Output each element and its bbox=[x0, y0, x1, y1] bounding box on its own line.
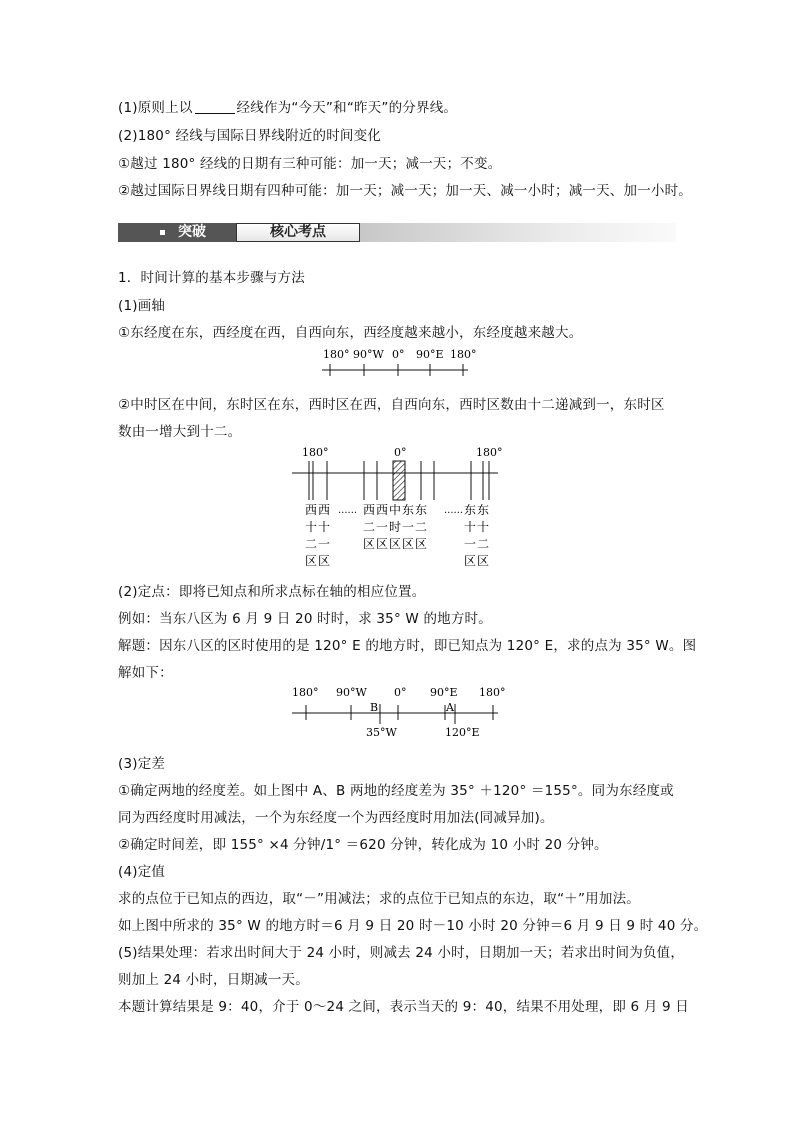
line-22: 则加上 24 小时，日期减一天。 bbox=[118, 972, 309, 988]
line-4: ②越过国际日界线日期有四种可能：加一天；减一天；加一天、减一小时；减一天、加一小时。 bbox=[118, 183, 693, 199]
zone-label-char: 区 bbox=[318, 554, 331, 568]
zone-label-char: 区 bbox=[376, 537, 389, 551]
zone-label-char: 十 bbox=[464, 520, 477, 534]
fill-in-blank bbox=[195, 101, 235, 114]
point-b-label: B bbox=[370, 701, 379, 714]
banner-title: 突破 bbox=[178, 224, 206, 240]
line-21: (5)结果处理：若求出时间大于 24 小时，则减去 24 小时，日期加一天；若求出时间为负值， bbox=[118, 945, 685, 961]
line-16: 同为西经度时用减法，一个为东经度一个为西经度时用加法(同减异加)。 bbox=[118, 810, 554, 826]
banner-dark-block bbox=[118, 223, 236, 242]
zone-label-char: 时 bbox=[389, 520, 402, 534]
step-heading-3: (3)定差 bbox=[118, 756, 166, 772]
axis1-label: 90°W bbox=[353, 348, 384, 361]
zone-label-char: 东 bbox=[402, 503, 415, 517]
zone-label-char: 东 bbox=[415, 503, 428, 517]
zone-label-char: 西 bbox=[318, 503, 331, 517]
zone-label-char: 一 bbox=[376, 520, 389, 534]
line-19: 求的点位于已知点的西边，取“－”用减法；求的点位于已知点的东边，取“＋”用加法。 bbox=[118, 891, 640, 907]
line-15: ①确定两地的经度差。如上图中 A、B 两地的经度差为 35° ＋120° ＝155°。同为东经度或 bbox=[118, 783, 674, 799]
zone-label-char: 中 bbox=[389, 503, 402, 517]
axis1-label: 180° bbox=[323, 348, 350, 361]
banner-subtitle: 核心考点 bbox=[236, 223, 360, 242]
line-2: (2)180° 经线与国际日界线附近的时间变化 bbox=[118, 128, 382, 144]
line-11: 例如：当东八区为 6 月 9 日 20 时时，求 35° W 的地方时。 bbox=[118, 611, 492, 627]
axis1-label: 0° bbox=[392, 348, 405, 361]
zone-label-char: 二 bbox=[305, 537, 318, 551]
step-heading-1: (1)画轴 bbox=[118, 298, 166, 314]
line-20: 如上图中所求的 35° W 的地方时＝6 月 9 日 20 时－10 小时 20 分钟＝6 月 9 日 9 时 40 分。 bbox=[118, 918, 708, 934]
zone-label-char: 东 bbox=[464, 503, 477, 517]
axis3-label: 0° bbox=[394, 686, 407, 699]
zone-label-char: 十 bbox=[477, 520, 490, 534]
section-banner bbox=[118, 220, 676, 244]
zone-label-char: 一 bbox=[464, 537, 477, 551]
zone-label-char: 二 bbox=[477, 537, 490, 551]
axis1-label: 90°E bbox=[416, 348, 444, 361]
longitude-axis-diagram bbox=[318, 346, 478, 382]
central-zone-hatch bbox=[393, 461, 405, 500]
axis3-label: 90°W bbox=[336, 686, 367, 699]
step-heading-2: (2)定点：即将已知点和所求点标在轴的相应位置。 bbox=[118, 584, 426, 600]
step-heading-4: (4)定值 bbox=[118, 864, 166, 880]
line-3: ①越过 180° 经线的日期有三种可能：加一天；减一天；不变。 bbox=[118, 156, 502, 172]
zone-label-char: 二 bbox=[415, 520, 428, 534]
zone-label-char: 一 bbox=[318, 537, 331, 551]
line-9: 数由一增大到十二。 bbox=[118, 424, 242, 440]
zone-label-char: 西 bbox=[376, 503, 389, 517]
line-7: ①东经度在东，西经度在西，自西向东，西经度越来越小，东经度越来越大。 bbox=[118, 325, 583, 341]
zone-label-char: 区 bbox=[389, 537, 402, 551]
line-1: (1)原则上以 经线作为“今天”和“昨天”的分界线。 bbox=[118, 100, 458, 116]
section-heading: 1．时间计算的基本步骤与方法 bbox=[118, 270, 305, 286]
axis2-label: 0° bbox=[394, 446, 407, 459]
zone-label-char: 东 bbox=[477, 503, 490, 517]
zone-label-char: 二 bbox=[363, 520, 376, 534]
line-8: ②中时区在中间，东时区在东，西时区在西，自西向东，西时区数由十二递减到一，东时区 bbox=[118, 397, 665, 413]
example-axis-diagram bbox=[288, 684, 506, 742]
time-zone-axis-diagram bbox=[288, 444, 502, 568]
zone-label-char: 区 bbox=[477, 554, 490, 568]
ellipsis: ...... bbox=[444, 505, 464, 516]
line-17: ②确定时间差，即 155° ×4 分钟/1° ＝620 分钟，转化成为 10 小时 20 分钟。 bbox=[118, 837, 608, 853]
zone-label-char: 十 bbox=[318, 520, 331, 534]
line-12: 解题：因东八区的区时使用的是 120° E 的地方时，即已知点为 120° E，求的点为 35° W。图 bbox=[118, 638, 697, 654]
axis2-label: 180° bbox=[476, 446, 503, 459]
line-23: 本题计算结果是 9：40，介于 0～24 之间，表示当天的 9：40，结果不用处理，即 6 月 9 日 bbox=[118, 999, 690, 1015]
zone-label-char: 区 bbox=[464, 554, 477, 568]
zone-label-char: 区 bbox=[305, 554, 318, 568]
axis1-label: 180° bbox=[450, 348, 477, 361]
zone-label-char: 区 bbox=[415, 537, 428, 551]
zone-label-char: 西 bbox=[305, 503, 318, 517]
zone-label-char: 一 bbox=[402, 520, 415, 534]
axis2-label: 180° bbox=[302, 446, 329, 459]
zone-label-char: 区 bbox=[402, 537, 415, 551]
axis3-label: 180° bbox=[292, 686, 319, 699]
zone-label-char: 西 bbox=[363, 503, 376, 517]
ellipsis: ...... bbox=[338, 505, 358, 516]
zone-label-char: 十 bbox=[305, 520, 318, 534]
axis3-label: 180° bbox=[479, 686, 506, 699]
point-a-label: A bbox=[446, 701, 454, 714]
zone-label-char: 区 bbox=[363, 537, 376, 551]
line-13: 解如下： bbox=[118, 665, 173, 681]
square-bullet-icon bbox=[160, 230, 165, 235]
axis3-label: 90°E bbox=[430, 686, 458, 699]
point-b-longitude: 35°W bbox=[366, 726, 397, 739]
point-a-longitude: 120°E bbox=[445, 726, 480, 739]
